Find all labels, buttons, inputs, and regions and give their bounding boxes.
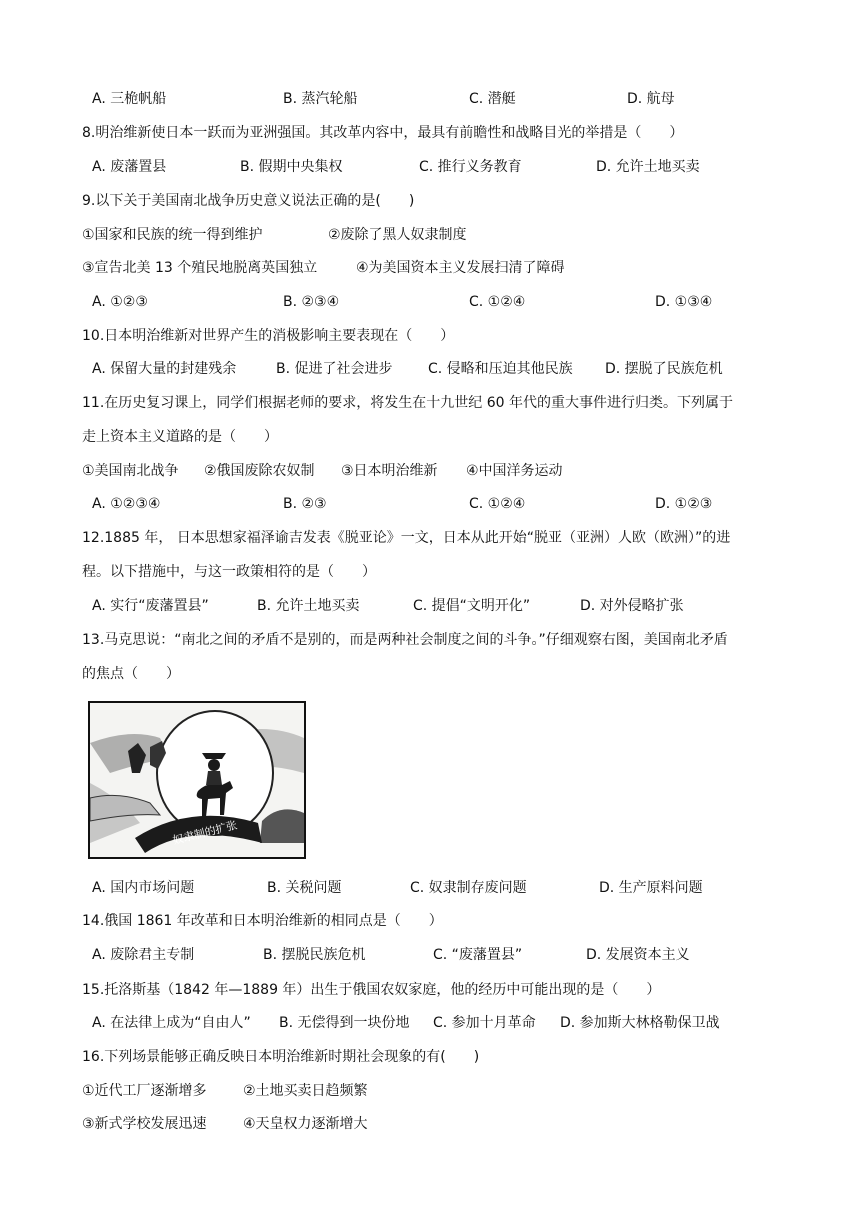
q11-item-4: ④中国洋务运动 [466, 463, 563, 479]
q16-item-3: ③新式学校发展迅速 [82, 1116, 207, 1132]
q7-options [92, 89, 782, 109]
q15-option-b[interactable]: B. 无偿得到一块份地 [279, 1015, 410, 1031]
q10-option-b[interactable]: B. 促进了社会进步 [276, 361, 393, 377]
q13-stem-line1: 13.马克思说：“南北之间的矛盾不是别的，而是两种社会制度之间的斗争。”仔细观察右图，美国南北矛盾 [82, 632, 728, 648]
q13-option-a[interactable]: A. 国内市场问题 [92, 880, 195, 896]
q14-options [92, 945, 782, 965]
q8-option-b[interactable]: B. 假期中央集权 [240, 159, 343, 175]
q8-stem: 8.明治维新使日本一跃而为亚洲强国。其改革内容中，最具有前瞻性和战略目光的举措是（ ） [82, 125, 684, 141]
cartoon-caption: 奴隶制的扩张 [171, 818, 239, 848]
q10-options [92, 359, 782, 379]
q12-stem-line2: 程。以下措施中，与这一政策相符的是（ ） [82, 564, 376, 580]
q15-option-a[interactable]: A. 在法律上成为“自由人” [92, 1015, 251, 1031]
q16-item-4: ④天皇权力逐渐增大 [243, 1116, 368, 1132]
q12-option-b[interactable]: B. 允许土地买卖 [257, 598, 360, 614]
q7-option-b[interactable]: B. 蒸汽轮船 [283, 91, 358, 107]
q12-option-d[interactable]: D. 对外侵略扩张 [580, 598, 684, 614]
q10-stem: 10.日本明治维新对世界产生的消极影响主要表现在（ ） [82, 328, 455, 344]
q9-item-2: ②废除了黑人奴隶制度 [328, 227, 467, 243]
q9-option-b[interactable]: B. ②③④ [283, 294, 340, 310]
q8-option-a[interactable]: A. 废藩置县 [92, 159, 167, 175]
q7-option-d[interactable]: D. 航母 [627, 91, 675, 107]
q12-option-c[interactable]: C. 提倡“文明开化” [413, 598, 531, 614]
q8-option-d[interactable]: D. 允许土地买卖 [596, 159, 700, 175]
q11-option-d[interactable]: D. ①②③ [655, 496, 713, 512]
q11-item-1: ①美国南北战争 [82, 463, 179, 479]
q11-option-c[interactable]: C. ①②④ [469, 496, 526, 512]
q7-option-a[interactable]: A. 三桅帆船 [92, 91, 167, 107]
q11-option-a[interactable]: A. ①②③④ [92, 496, 161, 512]
slavery-expansion-cartoon [88, 701, 306, 859]
q14-stem: 14.俄国 1861 年改革和日本明治维新的相同点是（ ） [82, 913, 443, 929]
q15-option-c[interactable]: C. 参加十月革命 [433, 1015, 536, 1031]
q12-options [92, 596, 782, 616]
q15-options [92, 1013, 782, 1033]
q14-option-d[interactable]: D. 发展资本主义 [586, 947, 690, 963]
q13-option-c[interactable]: C. 奴隶制存废问题 [410, 880, 527, 896]
q11-item-3: ③日本明治维新 [341, 463, 438, 479]
q9-item-4: ④为美国资本主义发展扫清了障碍 [356, 260, 565, 276]
q8-option-c[interactable]: C. 推行义务教育 [419, 159, 522, 175]
q11-item-2: ②俄国废除农奴制 [204, 463, 315, 479]
q16-stem: 16.下列场景能够正确反映日本明治维新时期社会现象的有( ) [82, 1049, 480, 1065]
q14-option-a[interactable]: A. 废除君主专制 [92, 947, 195, 963]
q10-option-a[interactable]: A. 保留大量的封建残余 [92, 361, 237, 377]
q11-option-b[interactable]: B. ②③ [283, 496, 327, 512]
q16-item-1: ①近代工厂逐渐增多 [82, 1083, 207, 1099]
q13-option-b[interactable]: B. 关税问题 [267, 880, 342, 896]
q13-stem-line2: 的焦点（ ） [82, 666, 180, 682]
q9-stem: 9.以下关于美国南北战争历史意义说法正确的是( ) [82, 193, 415, 209]
q10-option-d[interactable]: D. 摆脱了民族危机 [605, 361, 723, 377]
q10-option-c[interactable]: C. 侵略和压迫其他民族 [428, 361, 573, 377]
q12-option-a[interactable]: A. 实行“废藩置县” [92, 598, 209, 614]
q13-option-d[interactable]: D. 生产原料问题 [599, 880, 703, 896]
cartoon-illustration [90, 703, 304, 857]
q9-options [92, 292, 782, 312]
q13-options [92, 878, 782, 898]
q14-option-c[interactable]: C. “废藩置县” [433, 947, 523, 963]
q9-item-1: ①国家和民族的统一得到维护 [82, 227, 263, 243]
q9-option-c[interactable]: C. ①②④ [469, 294, 526, 310]
q9-option-d[interactable]: D. ①③④ [655, 294, 713, 310]
q16-item-2: ②土地买卖日趋频繁 [243, 1083, 368, 1099]
q14-option-b[interactable]: B. 摆脱民族危机 [263, 947, 366, 963]
q9-option-a[interactable]: A. ①②③ [92, 294, 148, 310]
q7-option-c[interactable]: C. 潜艇 [469, 91, 516, 107]
q12-stem-line1: 12.1885 年， 日本思想家福泽谕吉发表《脱亚论》一文，日本从此开始“脱亚（亚洲）人欧（欧洲）”的进 [82, 530, 731, 546]
q15-stem: 15.托洛斯基（1842 年—1889 年）出生于俄国农奴家庭，他的经历中可能出现的是（ ） [82, 982, 661, 998]
q11-options [92, 494, 782, 514]
q9-item-3: ③宣告北美 13 个殖民地脱离英国独立 [82, 260, 318, 276]
q15-option-d[interactable]: D. 参加斯大林格勒保卫战 [560, 1015, 720, 1031]
q8-options [92, 157, 782, 177]
q11-stem-line2: 走上资本主义道路的是（ ） [82, 429, 278, 445]
q11-stem-line1: 11.在历史复习课上，同学们根据老师的要求，将发生在十九世纪 60 年代的重大事件进行归类。下列属于 [82, 395, 733, 411]
